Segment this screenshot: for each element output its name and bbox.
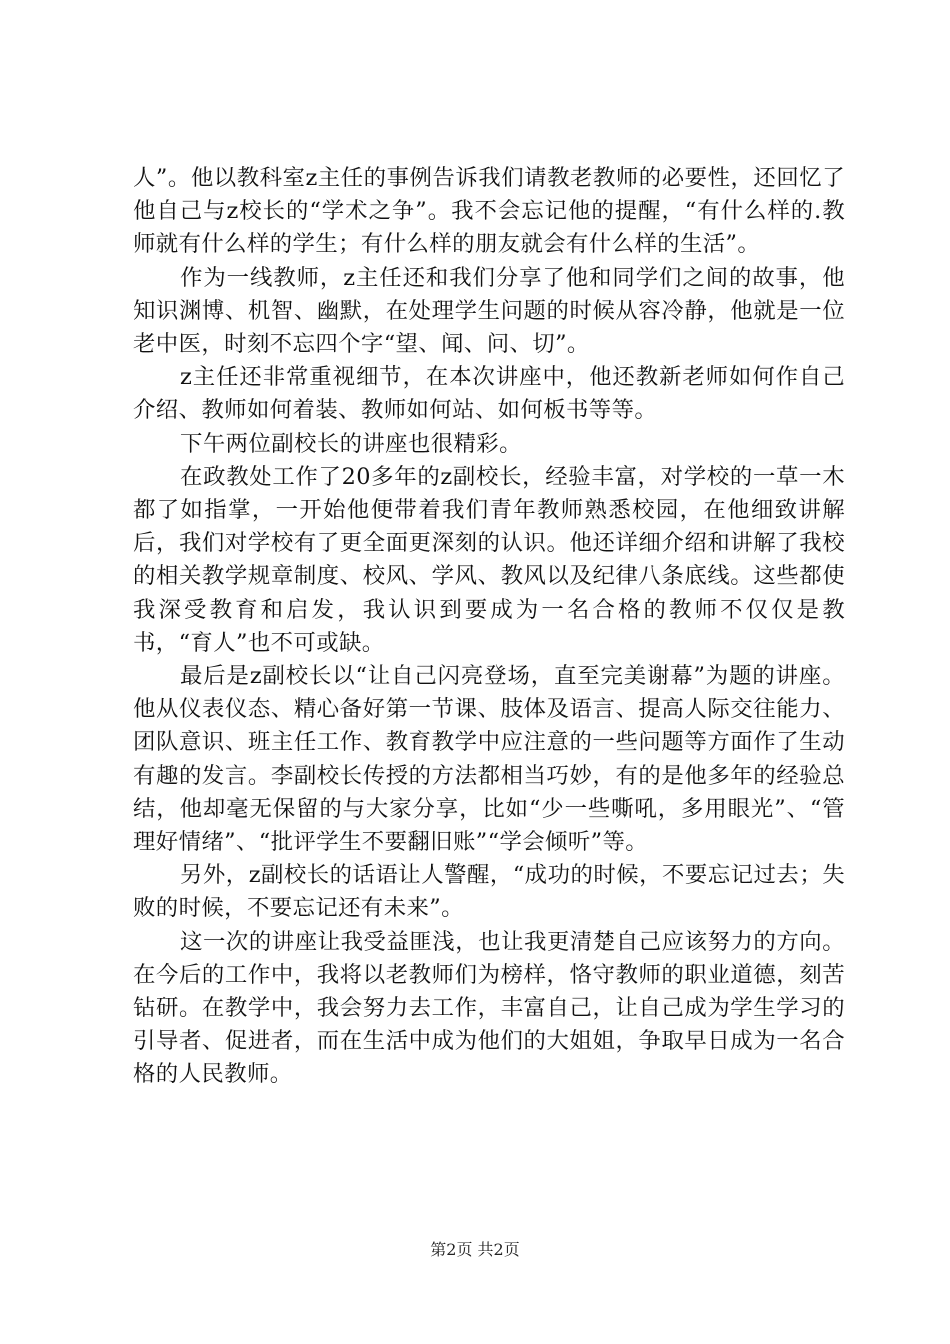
document-body (133, 162, 845, 1092)
paragraph: 另外，z副校长的话语让人警醒，“成功的时候，不要忘记过去；失败的时候，不要忘记还有未来”。 (133, 862, 845, 922)
paragraph-continued: 人”。他以教科室z主任的事例告诉我们请教老教师的必要性，还回忆了他自己与z校长的“学术之争”。我不会忘记他的提醒，“有什么样的.教师就有什么样的学生；有什么样的朋友就会有什么样的生活”。 (133, 165, 845, 258)
paragraph: 下午两位副校长的讲座也很精彩。 (180, 430, 522, 457)
paragraph: 作为一线教师，z主任还和我们分享了他和同学们之间的故事，他知识渊博、机智、幽默，在处理学生问题的时候从容冷静，他就是一位老中医，时刻不忘四个字“望、闻、问、切”。 (133, 264, 845, 358)
paragraph: z主任还非常重视细节，在本次讲座中，他还教新老师如何作自己介绍、教师如何着装、教师如何站、如何板书等等。 (133, 364, 845, 424)
paragraph: 最后是z副校长以“让自己闪亮登场，直至完美谢幕”为题的讲座。他从仪表仪态、精心备好第一节课、肢体及语言、提高人际交往能力、团队意识、班主任工作、教育教学中应注意的一些问题等方面作了生动有趣的发言。李副校长传授的方法都相当巧妙，有的是他多年的经验总结，他却毫无保留的与大家分享，比如“少一些嘶吼，多用眼光”、“管理好情绪”、“批评学生不要翻旧账”“学会倾听”等。 (133, 663, 845, 856)
paragraph: 在政教处工作了20多年的z副校长，经验丰富，对学校的一草一木都了如指掌，一开始他便带着我们青年教师熟悉校园，在他细致讲解后，我们对学校有了更全面更深刻的认识。他还详细介绍和讲解了我校的相关教学规章制度、校风、学风、教风以及纪律八条底线。这些都使我深受教育和启发，我认识到要成为一名合格的教师不仅仅是教书，“育人”也不可或缺。 (133, 463, 845, 656)
page-number-footer: 第2页 共2页 (430, 1240, 520, 1259)
paragraph: 这一次的讲座让我受益匪浅，也让我更清楚自己应该努力的方向。在今后的工作中，我将以老教师们为榜样，恪守教师的职业道德，刻苦钻研。在教学中，我会努力去工作，丰富自己，让自己成为学生学习的引导者、促进者，而在生活中成为他们的大姐姐，争取早日成为一名合格的人民教师。 (133, 928, 845, 1088)
